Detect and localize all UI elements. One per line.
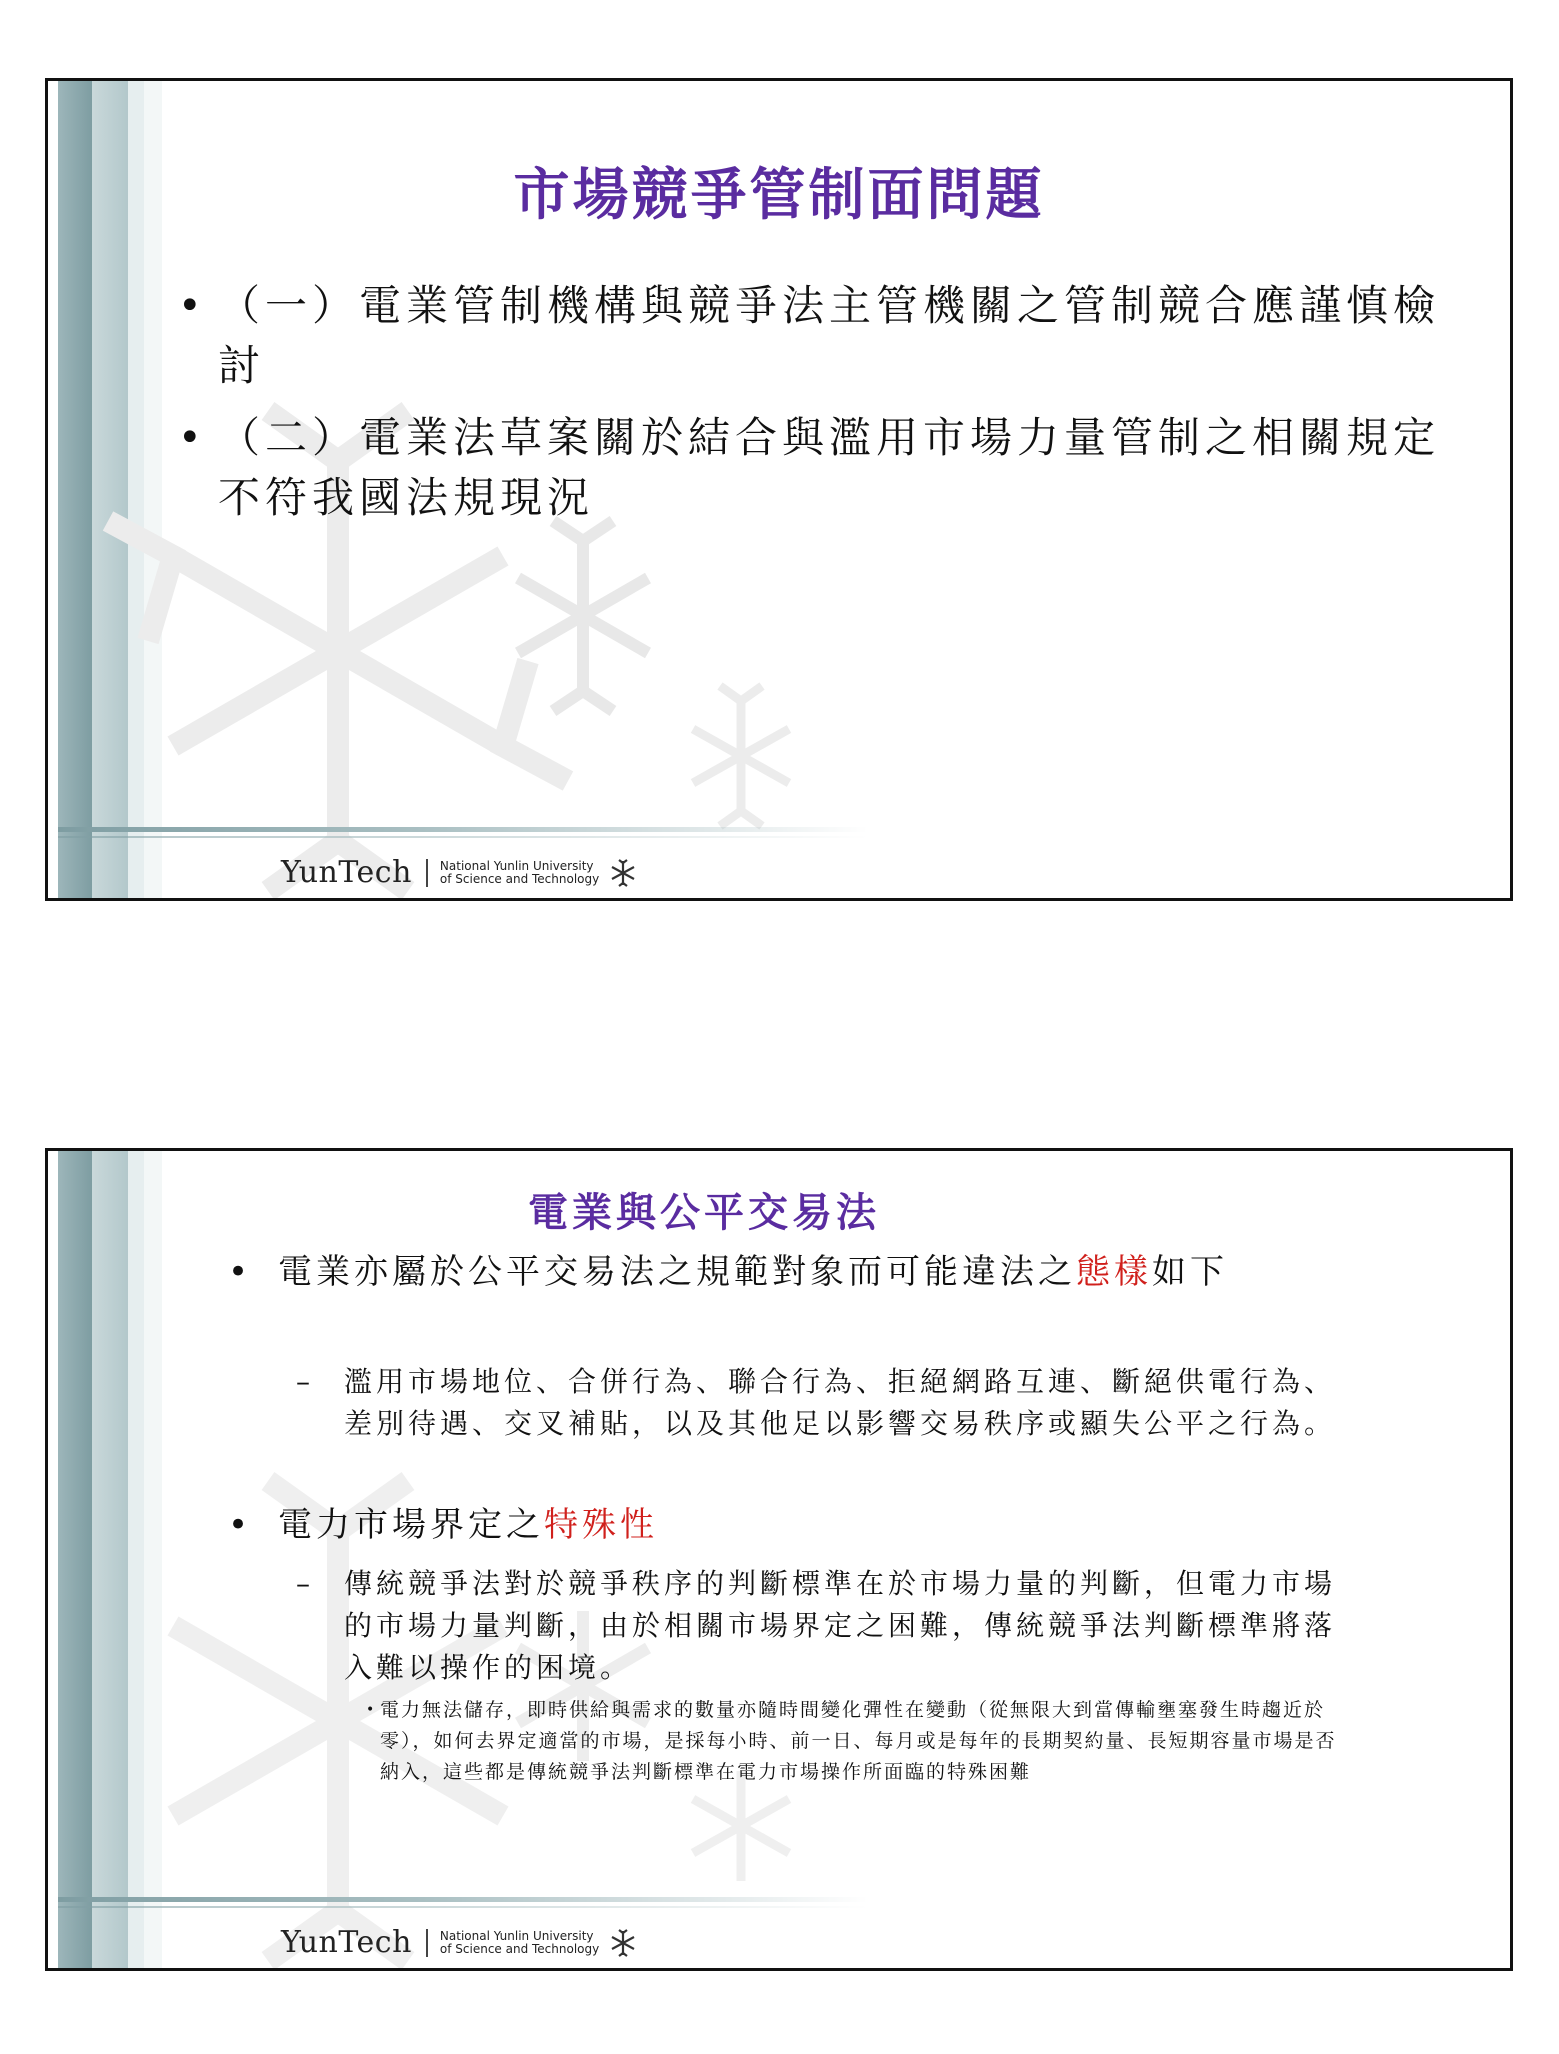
list-item [138,408,1458,528]
bullet-icon: • [178,415,207,461]
detail-item [366,1695,1356,1788]
logo-text: YunTech [281,855,412,890]
dash-icon: – [296,1365,314,1398]
logo-subtitle [440,1930,599,1956]
slide-1 [45,78,1513,901]
bullet-icon: • [228,1252,253,1292]
bullet-text-suffix: 如下 [1152,1252,1228,1292]
divider-line [58,1906,868,1908]
logo-line-1: National Yunlin University [439,858,594,873]
logo-subtitle [440,860,599,886]
logo-separator [426,1929,428,1957]
bullet-icon: • [366,1702,377,1718]
bullet-text: （二）電業法草案關於結合與濫用市場力量管制之相關規定不符我國法規現況 [218,413,1441,522]
snowflake-icon [607,858,639,888]
list-item [228,1501,1378,1549]
slide-title: 電業與公平交易法 [528,1189,880,1236]
sub-text: 濫用市場地位、合併行為、聯合行為、拒絕網路互連、斷絕供電行為、差別待遇、交叉補貼，以及其他足以影響交易秩序或顯失公平之行為。 [344,1365,1337,1440]
bullet-text: （一）電業管制機構與競爭法主管機關之管制競合應謹慎檢討 [218,281,1441,390]
sub-list-item [296,1563,1356,1689]
snowflake-icon [607,1928,639,1958]
logo-line-2: of Science and Technology [439,1941,600,1956]
logo-separator [426,859,428,887]
logo-line-2: of Science and Technology [439,871,600,886]
list-item [228,1248,1378,1296]
bullet-text: 電力市場界定之 [278,1505,544,1545]
slide-title: 市場競爭管制面問題 [513,162,1045,228]
slide-2 [45,1148,1513,1971]
highlight-text: 態樣 [1076,1252,1152,1292]
divider-line [58,1897,868,1902]
sub-list-item [296,1361,1356,1445]
bullet-list [138,276,1458,528]
detail-text: 電力無法儲存，即時供給與需求的數量亦隨時間變化彈性在變動（從無限大到當傳輸壅塞發生時趨近於零），如何去界定適當的市場，是採每小時、前一日、每月或是每年的長期契約量、長短期容量市場是否納入，這些都是傳統競爭法判斷標準在電力市場操作所面臨的特殊困難 [380,1699,1337,1783]
bullet-text: 電業亦屬於公平交易法之規範對象而可能違法之 [278,1252,1076,1292]
footer-logo [281,855,639,890]
footer-logo [281,1925,639,1960]
divider-line [58,827,868,832]
dash-icon: – [296,1567,314,1600]
logo-line-1: National Yunlin University [439,1928,594,1943]
divider-line [58,836,868,838]
sub-text: 傳統競爭法對於競爭秩序的判斷標準在於市場力量的判斷，但電力市場的市場力量判斷，由於相關市場界定之困難，傳統競爭法判斷標準將落入難以操作的困境。 [344,1567,1337,1684]
highlight-text: 特殊性 [544,1505,658,1545]
bullet-icon: • [228,1505,253,1545]
list-item [138,276,1458,396]
bullet-icon: • [178,283,207,329]
logo-text: YunTech [281,1925,412,1960]
